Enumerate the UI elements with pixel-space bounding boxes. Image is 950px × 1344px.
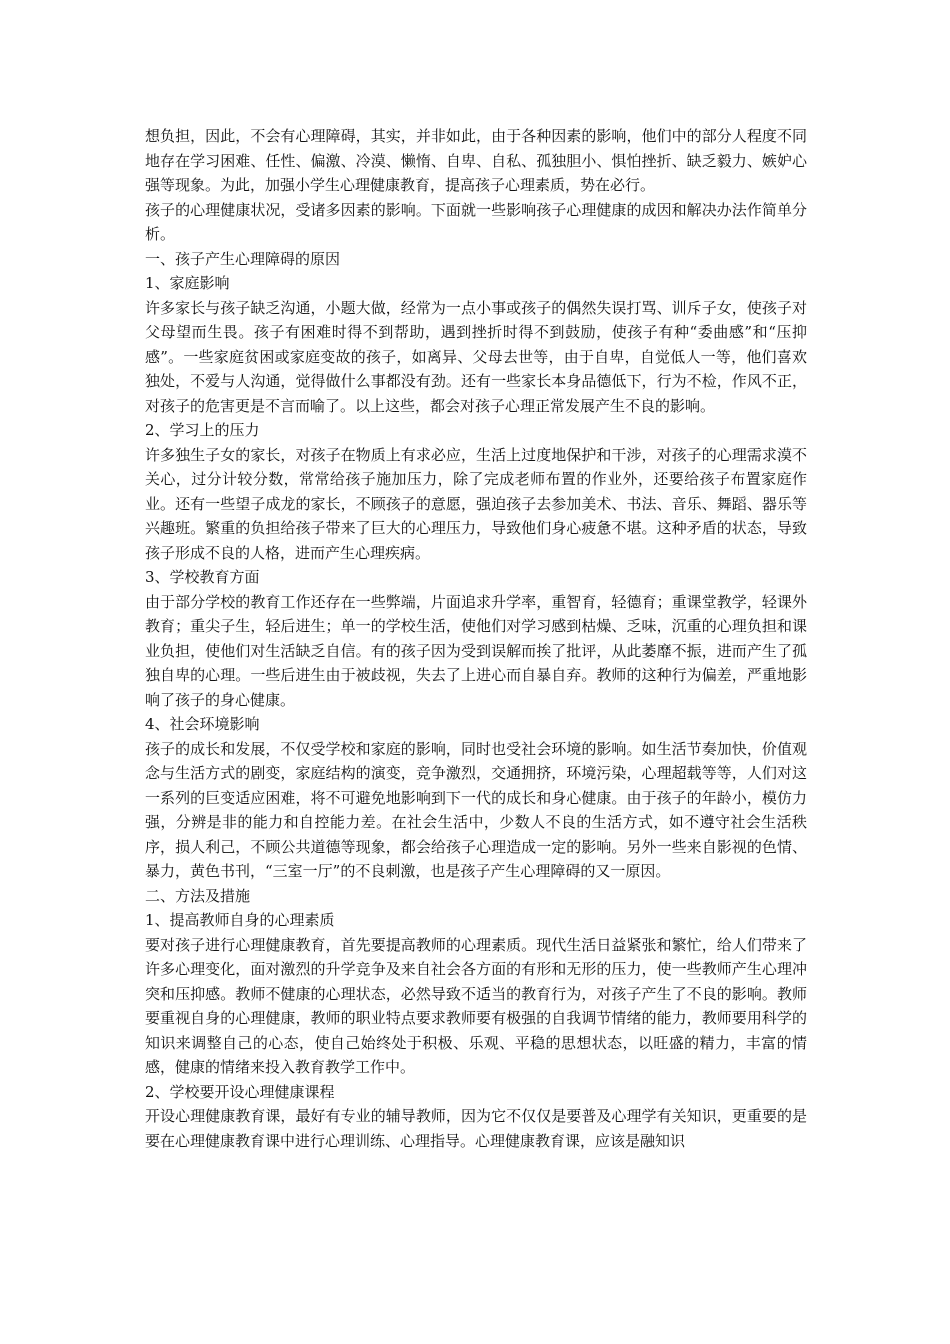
body-paragraph: 孩子的成长和发展，不仅受学校和家庭的影响，同时也受社会环境的影响。如生活节奏加快，价值观念与生活方式的剧变，家庭结构的演变，竞争激烈，交通拥挤，环境污染，心理超载等等，人们对这一系列的巨变适应困难，将不可避免地影响到下一代的成长和身心健康。由于孩子的年龄小，模仿力强，分辨是非的能力和自控能力差。在社会生活中，少数人不良的生活方式，如不遵守社会生活秩序，损人利己，不顾公共道德等现象，都会给孩子心理造成一定的影响。另外一些来自影视的色情、暴力，黄色书刊，“三室一厅”的不良刺激，也是孩子产生心理障碍的又一原因。 (145, 739, 807, 880)
body-paragraph: 由于部分学校的教育工作还存在一些弊端，片面追求升学率，重智育，轻德育；重课堂教学，轻课外教育；重尖子生，轻后进生；单一的学校生活，使他们对学习感到枯燥、乏味，沉重的心理负担和课业负担，使他们对生活缺乏自信。有的孩子因为受到误解而挨了批评，从此萎靡不振，进而产生了孤独自卑的心理。一些后进生由于被歧视，失去了上进心而自暴自弃。教师的这种行为偏差，严重地影响了孩子的身心健康。 (145, 592, 807, 709)
body-paragraph: 要对孩子进行心理健康教育，首先要提高教师的心理素质。现代生活日益紧张和繁忙，给人们带来了许多心理变化，面对激烈的升学竞争及来自社会各方面的有形和无形的压力，使一些教师产生心理冲突和压抑感。教师不健康的心理状态，必然导致不适当的教育行为，对孩子产生了不良的影响。教师要重视自身的心理健康，教师的职业特点要求教师要有极强的自我调节情绪的能力，教师要用科学的知识来调整自己的心态，使自己始终处于积极、乐观、平稳的思想状态，以旺盛的精力，丰富的情感，健康的情绪来投入教育教学工作中。 (145, 935, 807, 1076)
section-heading: 二、方法及措施 (145, 886, 251, 905)
body-paragraph: 许多独生子女的家长，对孩子在物质上有求必应，生活上过度地保护和干涉，对孩子的心理需求漠不关心，过分计较分数，常常给孩子施加压力，除了完成老师布置的作业外，还要给孩子布置家庭作业。还有一些望子成龙的家长，不顾孩子的意愿，强迫孩子去参加美术、书法、音乐、舞蹈、器乐等兴趣班。繁重的负担给孩子带来了巨大的心理压力，导致他们身心疲惫不堪。这种矛盾的状态，导致孩子形成不良的人格，进而产生心理疾病。 (145, 445, 807, 562)
body-paragraph: 开设心理健康教育课，最好有专业的辅导教师，因为它不仅仅是要普及心理学有关知识，更重要的是要在心理健康教育课中进行心理训练、心理指导。心理健康教育课，应该是融知识 (145, 1107, 807, 1150)
document-body (145, 124, 807, 1153)
body-paragraph: 许多家长与孩子缺乏沟通，小题大做，经常为一点小事或孩子的偶然失误打骂、训斥子女，使孩子对父母望而生畏。孩子有困难时得不到帮助，遇到挫折时得不到鼓励，使孩子有种“委曲感”和“压抑感”。一些家庭贫困或家庭变故的孩子，如离异、父母去世等，由于自卑，自觉低人一等，他们喜欢独处，不爱与人沟通，觉得做什么事都没有劲。还有一些家长本身品德低下，行为不检，作风不正，对孩子的危害更是不言而喻了。以上这些，都会对孩子心理正常发展产生不良的影响。 (145, 298, 807, 415)
subsection-heading: 1、家庭影响 (145, 274, 230, 292)
subsection-heading: 1、提高教师自身的心理素质 (145, 911, 335, 929)
subsection-heading: 2、学习上的压力 (145, 421, 260, 439)
section-heading: 一、孩子产生心理障碍的原因 (145, 249, 341, 268)
body-paragraph: 孩子的心理健康状况，受诸多因素的影响。下面就一些影响孩子心理健康的成因和解决办法作简单分析。 (145, 200, 807, 243)
subsection-heading: 2、学校要开设心理健康课程 (145, 1082, 335, 1101)
body-paragraph: 想负担，因此，不会有心理障碍，其实，并非如此，由于各种因素的影响，他们中的部分人程度不同地存在学习困难、任性、偏激、冷漠、懒惰、自卑、自私、孤独胆小、惧怕挫折、缺乏毅力、嫉妒心强等现象。为此，加强小学生心理健康教育，提高孩子心理素质，势在必行。 (145, 127, 807, 194)
subsection-heading: 3、学校教育方面 (145, 568, 260, 586)
subsection-heading: 4、社会环境影响 (145, 715, 260, 733)
